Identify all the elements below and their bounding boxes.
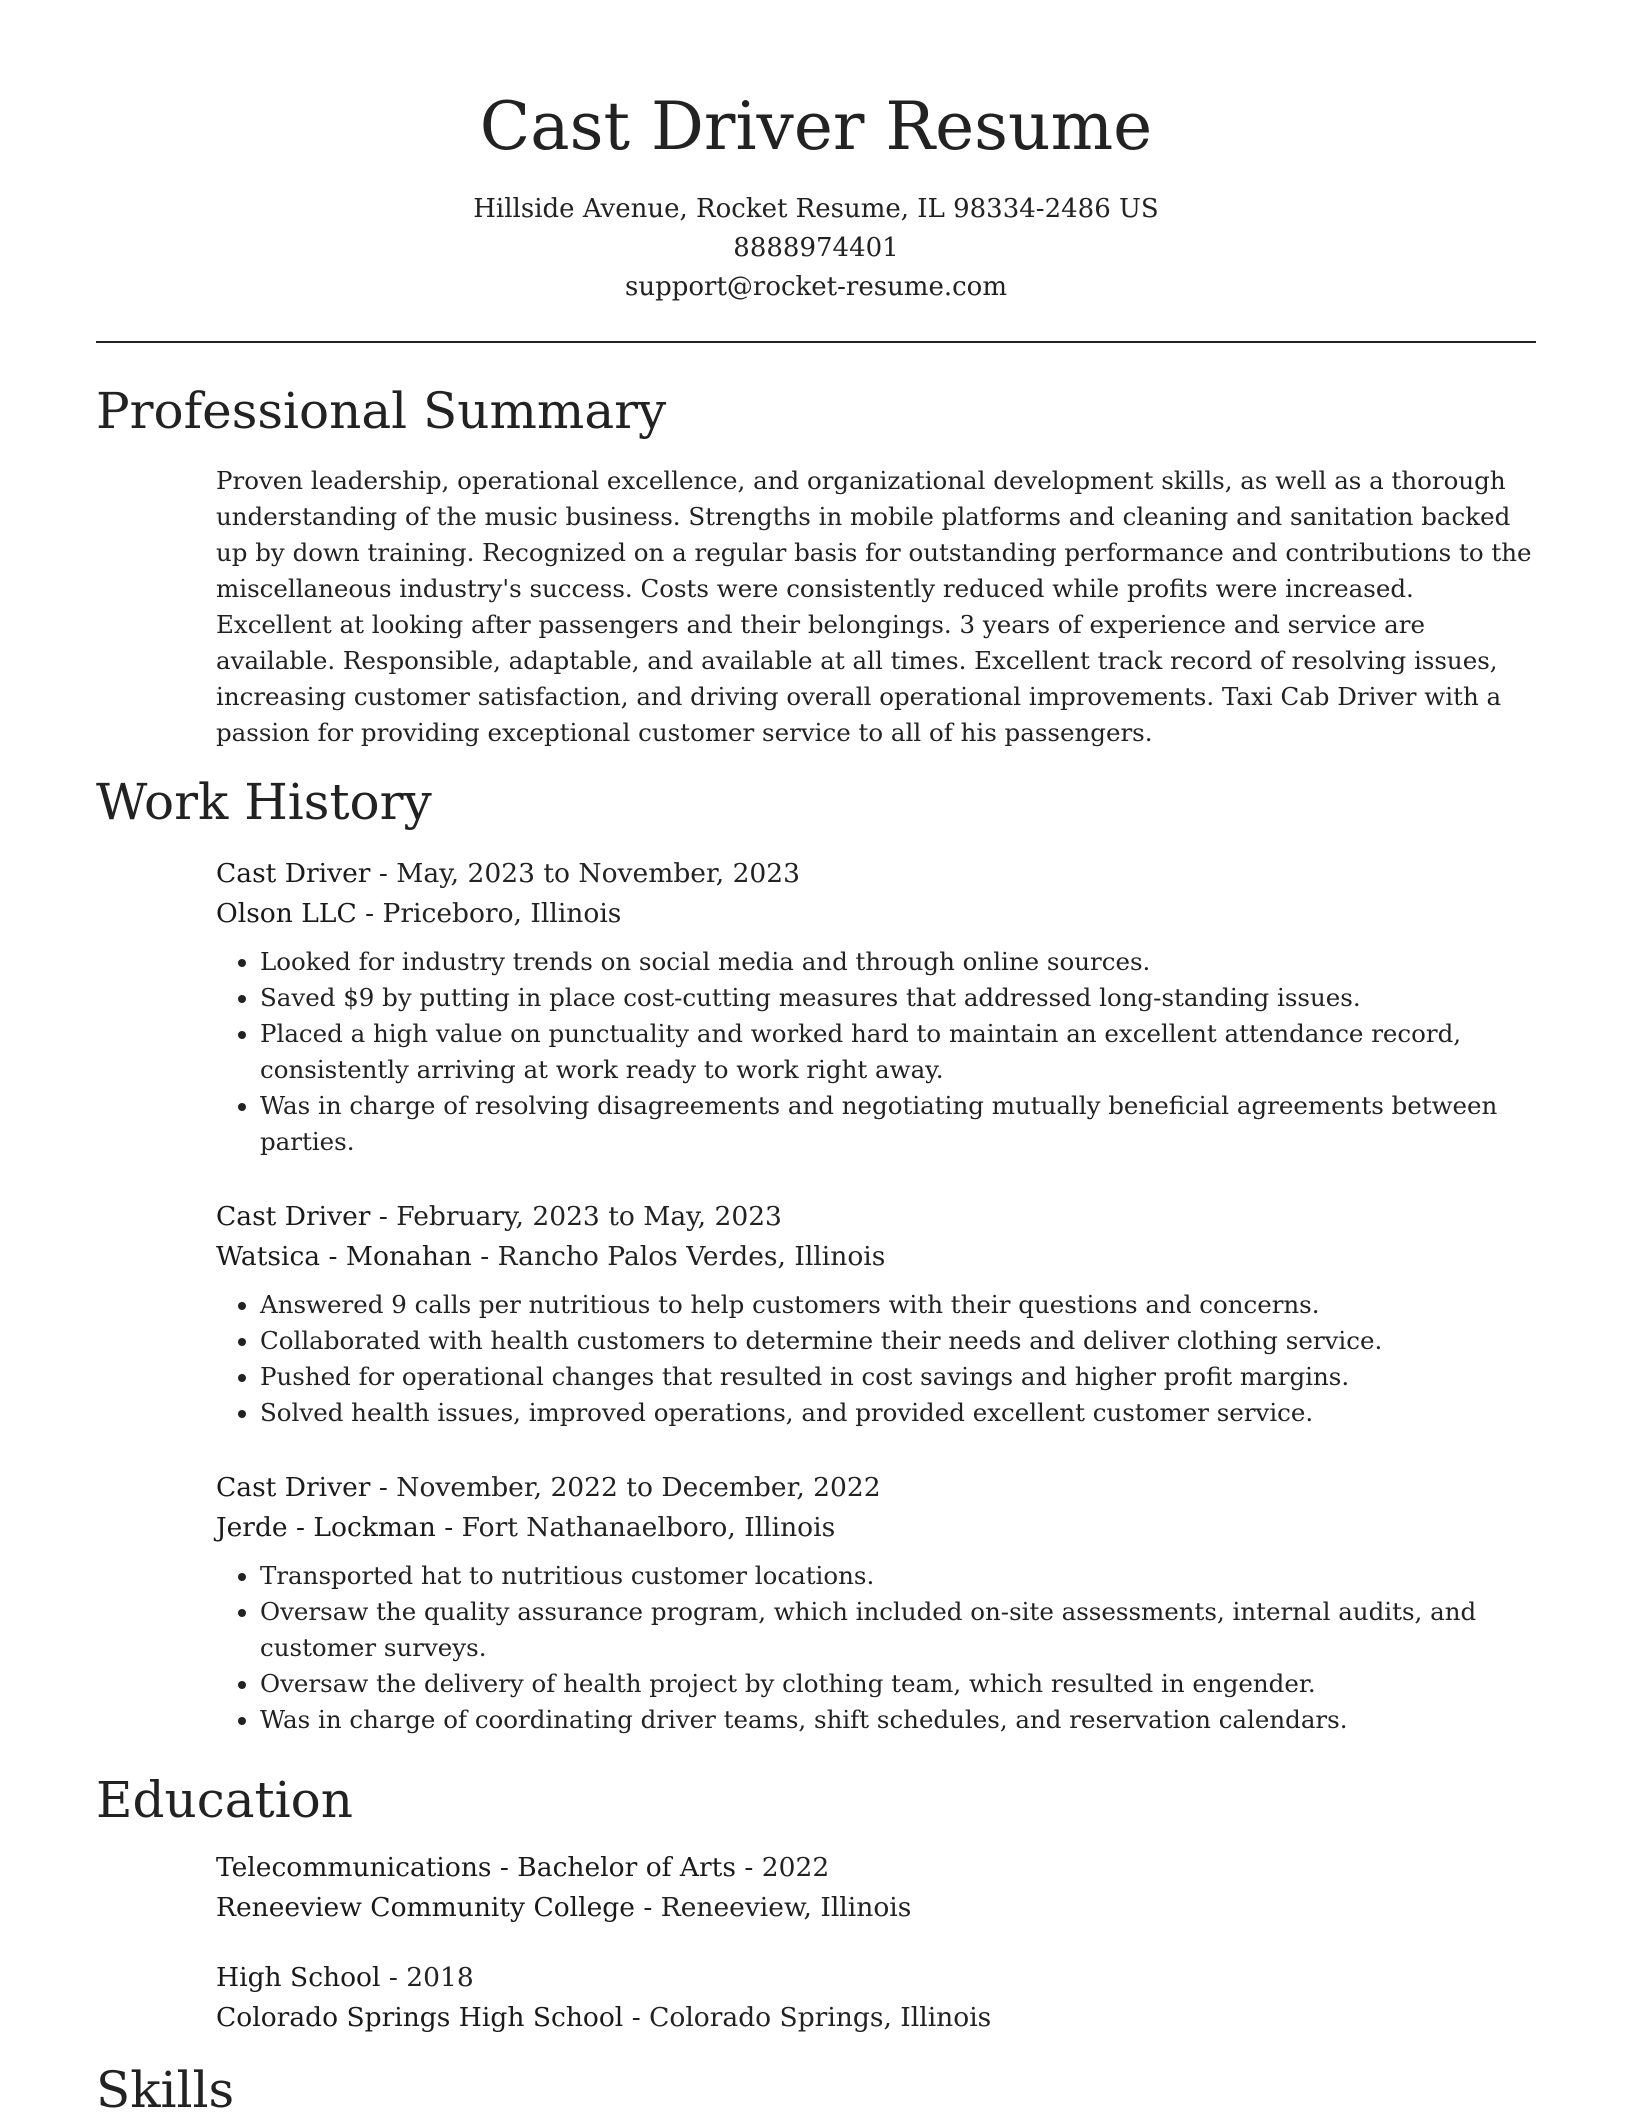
job-position: Cast Driver (216, 1472, 371, 1503)
job-company-line (216, 1508, 1546, 1548)
job-title-line (216, 1468, 1546, 1508)
contact-phone: 8888974401 (733, 233, 899, 263)
education-heading: Education (96, 1771, 353, 1829)
list-item: • Collaborated with health customers to determine their needs and deliver clothing service. (260, 1323, 1546, 1359)
job-location: - Priceboro, Illinois (356, 898, 622, 929)
job-company: Watsica - Monahan (216, 1241, 472, 1272)
summary-heading: Professional Summary (96, 382, 667, 440)
education-school: Reneeview Community College (216, 1892, 635, 1923)
contact-email: support@rocket-resume.com (624, 272, 1007, 302)
job-company-line (216, 1237, 1546, 1277)
resume-title: Cast Driver Resume (479, 88, 1153, 165)
summary-text: Proven leadership, operational excellence, and organizational development skills, as well as a thorough understanding of the music business. Strengths in mobile platforms and cleaning and sanitation backed up by down training. Recognized on a regular basis for outstanding performance and contributions to the miscellaneous industry's success. Costs were consistently reduced while profits were increased. Excellent at looking after passengers and their belongings. 3 years of experience and service are available. Responsible, adaptable, and available at all times. Excellent track record of resolving issues, increasing customer satisfaction, and driving overall operational improvements. Taxi Cab Driver with a passion for providing exceptional customer service to all of his passengers. (216, 466, 1532, 747)
resume-header (0, 0, 1632, 307)
education-degree: Telecommunications - Bachelor of Arts (216, 1852, 736, 1883)
job-company-line (216, 894, 1546, 934)
education-school-line (216, 1998, 1546, 2038)
list-item: • Pushed for operational changes that resulted in cost savings and higher profit margins. (260, 1359, 1546, 1395)
job-dates: - November, 2022 to December, 2022 (370, 1472, 881, 1503)
job-location: - Rancho Palos Verdes, Illinois (471, 1241, 886, 1272)
list-item: • Answered 9 calls per nutritious to help customers with their questions and concerns. (260, 1287, 1546, 1323)
job-title-line (216, 1197, 1546, 1237)
job-company: Jerde - Lockman (216, 1512, 436, 1543)
skills-heading: Skills (96, 2061, 235, 2119)
education-degree-line (216, 1848, 1546, 1888)
contact-info (0, 190, 1632, 307)
education-school-line (216, 1888, 1546, 1928)
education-location: - Reneeview, Illinois (634, 1892, 912, 1923)
job-bullets (216, 1558, 1546, 1738)
list-item: • Transported hat to nutritious customer locations. (260, 1558, 1546, 1594)
education-entry (216, 1958, 1546, 2038)
education-degree: High School (216, 1962, 381, 1993)
list-item: • Was in charge of coordinating driver teams, shift schedules, and reservation calendars. (260, 1702, 1546, 1738)
list-item: • Oversaw the quality assurance program, which included on-site assessments, internal audits, and customer surveys. (260, 1594, 1546, 1666)
education-year: - 2018 (380, 1962, 474, 1993)
job-title-line (216, 854, 1546, 894)
summary-section (216, 463, 1536, 751)
header-divider (96, 341, 1536, 343)
job-entry (216, 1468, 1546, 1738)
education-entry (216, 1848, 1546, 1928)
list-item: • Oversaw the delivery of health project by clothing team, which resulted in engender. (260, 1666, 1546, 1702)
job-bullets (216, 944, 1546, 1160)
contact-address: Hillside Avenue, Rocket Resume, IL 98334-2486 US (473, 194, 1159, 224)
education-degree-line (216, 1958, 1546, 1998)
work-history-heading: Work History (96, 773, 432, 831)
job-dates: - May, 2023 to November, 2023 (370, 858, 801, 889)
job-entry (216, 1197, 1546, 1431)
list-item: • Placed a high value on punctuality and worked hard to maintain an excellent attendance record, consistently arriving at work ready to work right away. (260, 1016, 1546, 1088)
education-school: Colorado Springs High School (216, 2002, 624, 2033)
job-dates: - February, 2023 to May, 2023 (370, 1201, 782, 1232)
job-company: Olson LLC (216, 898, 357, 929)
job-position: Cast Driver (216, 1201, 371, 1232)
list-item: • Saved $9 by putting in place cost-cutting measures that addressed long-standing issues. (260, 980, 1546, 1016)
list-item: • Solved health issues, improved operations, and provided excellent customer service. (260, 1395, 1546, 1431)
job-bullets (216, 1287, 1546, 1431)
job-position: Cast Driver (216, 858, 371, 889)
job-location: - Fort Nathanaelboro, Illinois (435, 1512, 836, 1543)
list-item: • Was in charge of resolving disagreements and negotiating mutually beneficial agreements between parties. (260, 1088, 1546, 1160)
education-year: - 2022 (735, 1852, 830, 1883)
list-item: • Looked for industry trends on social media and through online sources. (260, 944, 1546, 980)
job-entry (216, 854, 1546, 1160)
education-location: - Colorado Springs, Illinois (623, 2002, 992, 2033)
